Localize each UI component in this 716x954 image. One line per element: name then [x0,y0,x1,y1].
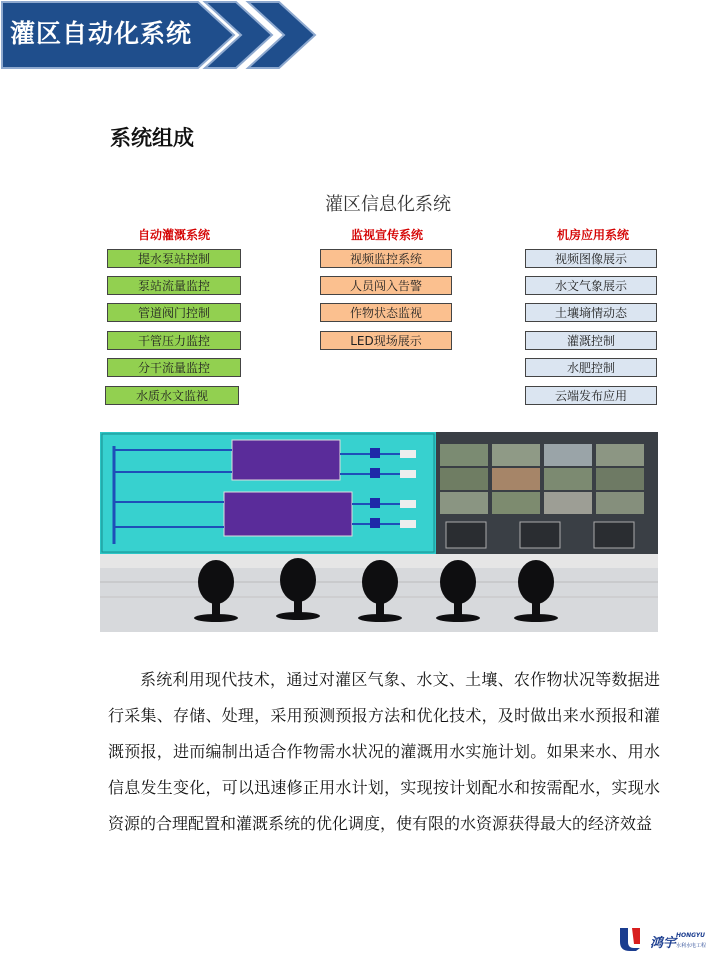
logo-english-name: HONGYU [676,932,706,939]
logo-subtitle: 水利水电工程 [676,943,707,949]
module-box: LED现场展示 [320,331,452,350]
logo-chinese-name: 鸿宇 [650,936,677,951]
module-box: 云端发布应用 [525,386,657,405]
section-title: 系统组成 [110,126,194,150]
module-box: 泵站流量监控 [107,276,241,295]
module-box: 人员闯入告警 [320,276,452,295]
diagram-title: 灌区信息化系统 [325,194,451,215]
module-box: 水质水文监视 [105,386,239,405]
module-box: 提水泵站控制 [107,249,241,268]
module-box: 水文气象展示 [525,276,657,295]
module-box: 管道阀门控制 [107,303,241,322]
module-box: 作物状态监视 [320,303,452,322]
module-box: 分干流量监控 [107,358,241,377]
description-paragraph: 系统利用现代技术，通过对灌区气象、水文、土壤、农作物状况等数据进行采集、存储、处理，采用预测预报方法和优化技术，及时做出来水预报和灌溉预报，进而编制出适合作物需水状况的灌溉用水实施计划。如果来水、用水信息发生变化，可以迅速修正用水计划，实现按计划配水和按需配水，实现水资源的合理配置和灌溉系统的优化调度，使有限的水资源获得最大的经济效益 [108,670,660,833]
column-heading-monitoring: 监视宣传系统 [350,228,423,242]
page-title: 灌区自动化系统 [10,19,193,48]
module-box: 水肥控制 [525,358,657,377]
module-box: 视频图像展示 [525,249,657,268]
control-room-photo [100,432,658,632]
column-heading-machine-room: 机房应用系统 [556,228,629,242]
module-box: 灌溉控制 [525,331,657,350]
module-box: 干管压力监控 [107,331,241,350]
module-box: 土壤墒情动态 [525,303,657,322]
column-heading-auto-irrigation: 自动灌溉系统 [137,228,210,242]
module-box: 视频监控系统 [320,249,452,268]
